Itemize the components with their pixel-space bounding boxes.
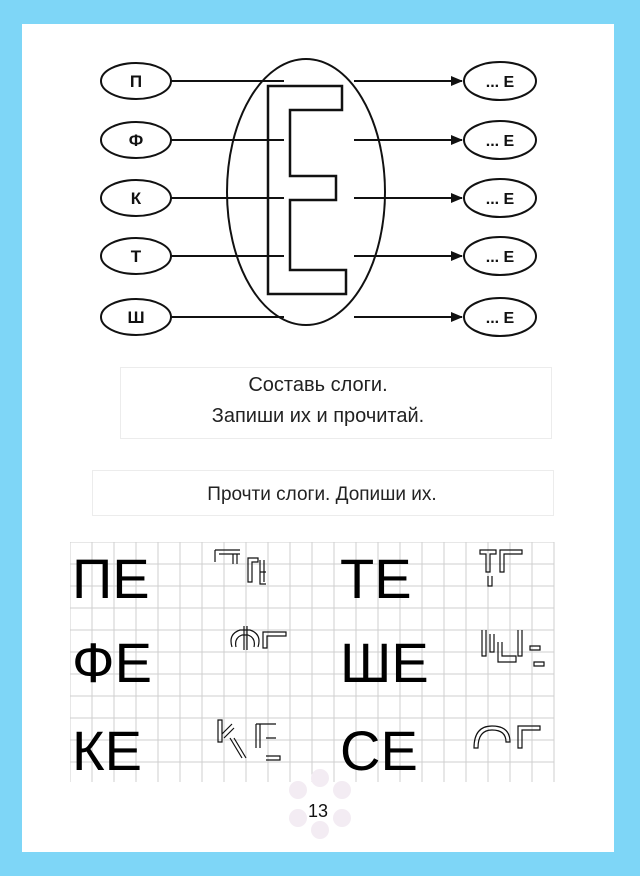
result-label: ... Е: [485, 249, 515, 266]
consonant-letter: Т: [130, 247, 142, 266]
syllable-te: ТЕ: [340, 547, 412, 610]
center-oval: [227, 59, 385, 325]
page-number: 13: [307, 801, 329, 821]
consonant-letter: Ш: [127, 308, 145, 327]
practice-grid: [70, 542, 570, 787]
syllable-pe: ПЕ: [72, 547, 150, 610]
result-label: ... Е: [485, 310, 515, 327]
syllable-fe: ФЕ: [72, 631, 152, 694]
consonant-letter: К: [130, 189, 142, 208]
big-letter-e: [268, 86, 346, 294]
instruction-line-1: Составь слоги.: [248, 374, 388, 396]
instruction-read: Прочти слоги. Допиши их.: [207, 484, 437, 505]
syllable-diagram: [22, 24, 614, 364]
workbook-page: [22, 24, 614, 852]
result-label: ... Е: [485, 191, 515, 208]
result-label: ... Е: [485, 74, 515, 91]
consonant-letter: Ф: [128, 131, 144, 150]
syllable-se: СЕ: [340, 719, 418, 782]
consonant-letter: П: [129, 72, 143, 91]
result-label: ... Е: [485, 133, 515, 150]
syllable-ke: КЕ: [72, 719, 142, 782]
syllable-she: ШЕ: [340, 631, 429, 694]
instruction-compose: [48, 370, 588, 432]
instruction-line-2: Запиши их и прочитай.: [211, 405, 425, 427]
